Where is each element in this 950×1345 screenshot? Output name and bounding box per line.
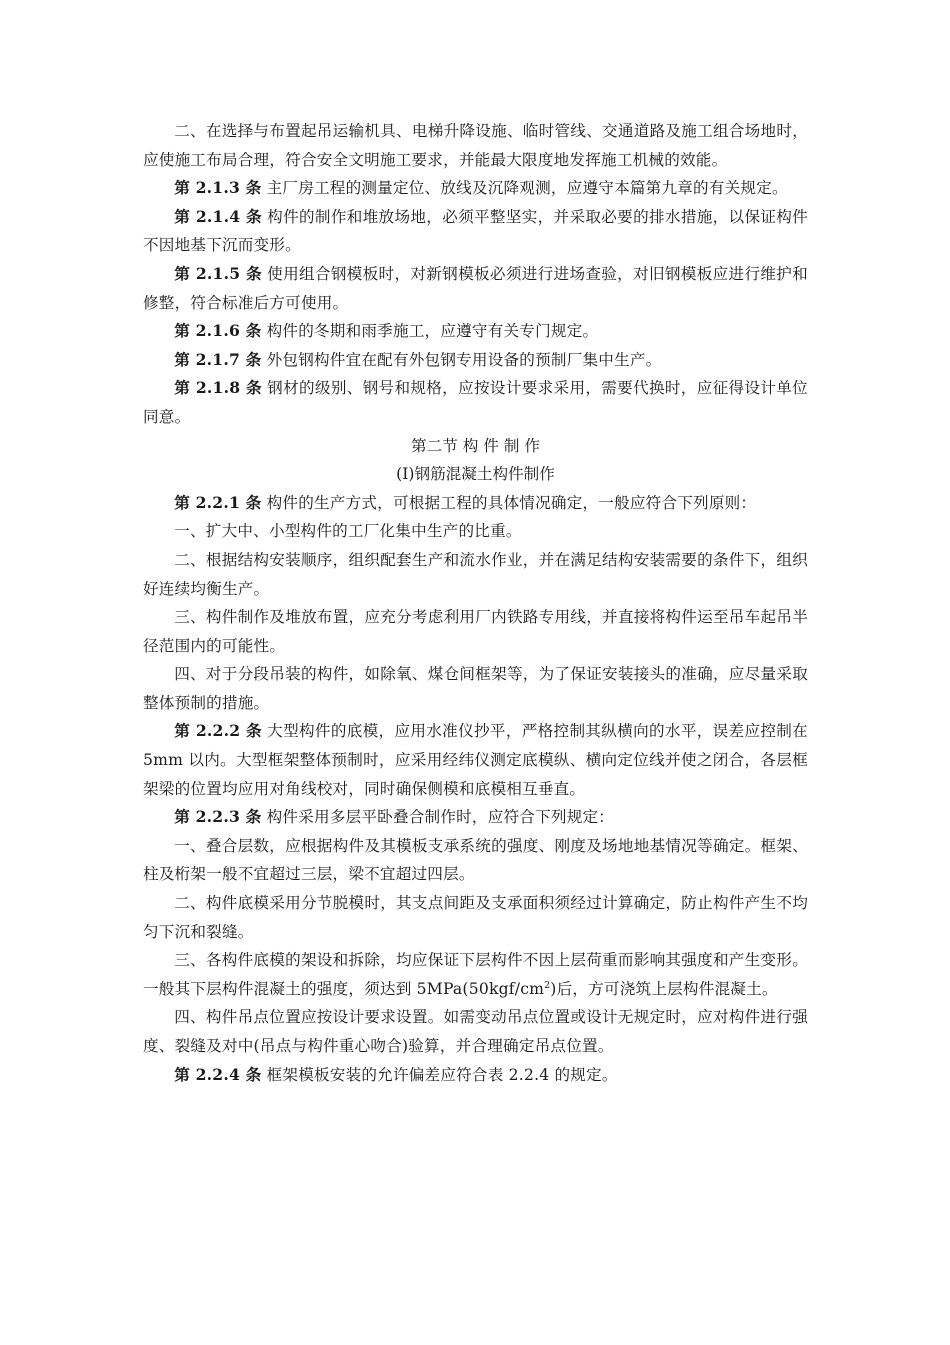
list-item (143, 660, 808, 717)
paragraph-clause-2 (143, 117, 808, 174)
list-item (143, 603, 808, 660)
article-text: 构件的冬期和雨季施工，应遵守有关专门规定。 (261, 322, 599, 341)
article-number: 第 2.1.4 条 (174, 206, 262, 226)
article-text: 构件的制作和堆放场地，必须平整坚实，并采取必要的排水措施，以保证构件不因地基下沉而变形。 (143, 207, 808, 255)
article-text: 使用组合钢模板时，对新钢模板必须进行进场查验，对旧钢模板应进行维护和修整，符合标准后方可使用。 (143, 264, 808, 312)
superscript: 2 (544, 979, 551, 991)
article-2-1-3 (143, 174, 808, 203)
paragraph-text: 二、在选择与布置起吊运输机具、电梯升降设施、临时管线、交通道路及施工组合场地时，应使施工布局合理，符合安全文明施工要求，并能最大限度地发挥施工机械的效能。 (143, 122, 808, 169)
article-2-2-2 (143, 717, 808, 803)
article-2-1-6 (143, 317, 808, 346)
article-number: 第 2.1.3 条 (174, 178, 262, 198)
list-item-text: 一、叠合层数，应根据构件及其模板支承系统的强度、刚度及场地地基情况等确定。框架、柱及桁架一般不宜超过三层，梁不宜超过四层。 (143, 836, 808, 884)
subsection-title: (Ⅰ)钢筋混凝土构件制作 (396, 465, 555, 484)
article-text: 钢材的级别、钢号和规格，应按设计要求采用，需要代换时，应征得设计单位同意。 (143, 379, 808, 426)
list-item-strength (143, 946, 808, 1003)
article-number: 第 2.1.6 条 (174, 321, 262, 341)
list-item-text: 三、构件制作及堆放布置，应充分考虑利用厂内铁路专用线，并直接将构件运至吊车起吊半径范围内的可能性。 (143, 608, 808, 655)
article-number: 第 2.2.2 条 (174, 721, 262, 741)
article-text: 构件采用多层平卧叠合制作时，应符合下列规定： (261, 808, 615, 827)
article-text: 外包钢构件宜在配有外包钢专用设备的预制厂集中生产。 (261, 350, 662, 369)
article-2-1-8 (143, 374, 808, 431)
article-2-1-5 (143, 260, 808, 317)
list-item-text: 二、构件底模采用分节脱模时，其支点间距及支承面积须经过计算确定，防止构件产生不均匀下沉和裂缝。 (143, 894, 808, 941)
list-item-text: 三、各构件底模的架设和拆除，均应保证下层构件不因上层荷重而影响其强度和产生变形。一般其下层构件混凝土的强度，须达到 5MPa(50kgf/cm (143, 951, 808, 998)
list-item-text: )后，方可浇筑上层构件混凝土。 (550, 979, 778, 998)
article-text: 框架模板安装的允许偏差应符合表 2.2.4 的规定。 (261, 1065, 618, 1084)
article-number: 第 2.1.5 条 (174, 263, 262, 283)
article-2-2-3 (143, 803, 808, 832)
article-number: 第 2.1.7 条 (174, 349, 262, 369)
article-2-1-7 (143, 346, 808, 375)
article-number: 第 2.2.4 条 (174, 1064, 262, 1084)
article-number: 第 2.2.3 条 (174, 807, 262, 827)
article-2-1-4 (143, 203, 808, 260)
article-text: 大型构件的底模，应用水准仪抄平，严格控制其纵横向的水平，误差应控制在 5mm 以内。大型框架整体预制时，应采用经纬仪测定底模纵、横向定位线并使之闭合，各层框架梁的位置均应用对角线校对，同时确保侧模和底模相互垂直。 (143, 722, 808, 798)
section-title: 第二节 构 件 制 作 (411, 436, 540, 455)
article-text: 构件的生产方式，可根据工程的具体情况确定，一般应符合下列原则： (261, 493, 757, 512)
document-page (143, 117, 808, 1089)
list-item (143, 546, 808, 603)
article-2-2-1 (143, 489, 808, 518)
list-item-text: 四、构件吊点位置应按设计要求设置。如需变动吊点位置或设计无规定时，应对构件进行强度、裂缝及对中(吊点与构件重心吻合)验算，并合理确定吊点位置。 (143, 1008, 808, 1055)
article-number: 第 2.2.1 条 (174, 492, 262, 512)
list-item (143, 889, 808, 946)
list-item (143, 832, 808, 889)
list-item (143, 1003, 808, 1060)
list-item (143, 517, 808, 546)
list-item-text: 二、根据结构安装顺序，组织配套生产和流水作业，并在满足结构安装需要的条件下，组织好连续均衡生产。 (143, 550, 808, 598)
article-number: 第 2.1.8 条 (174, 378, 262, 398)
article-text: 主厂房工程的测量定位、放线及沉降观测，应遵守本篇第九章的有关规定。 (261, 179, 788, 198)
article-2-2-4 (143, 1061, 808, 1090)
list-item-text: 四、对于分段吊装的构件，如除氧、煤仓间框架等，为了保证安装接头的准确，应尽量采取整体预制的措施。 (143, 665, 808, 712)
list-item-text: 一、扩大中、小型构件的工厂化集中生产的比重。 (174, 522, 522, 541)
